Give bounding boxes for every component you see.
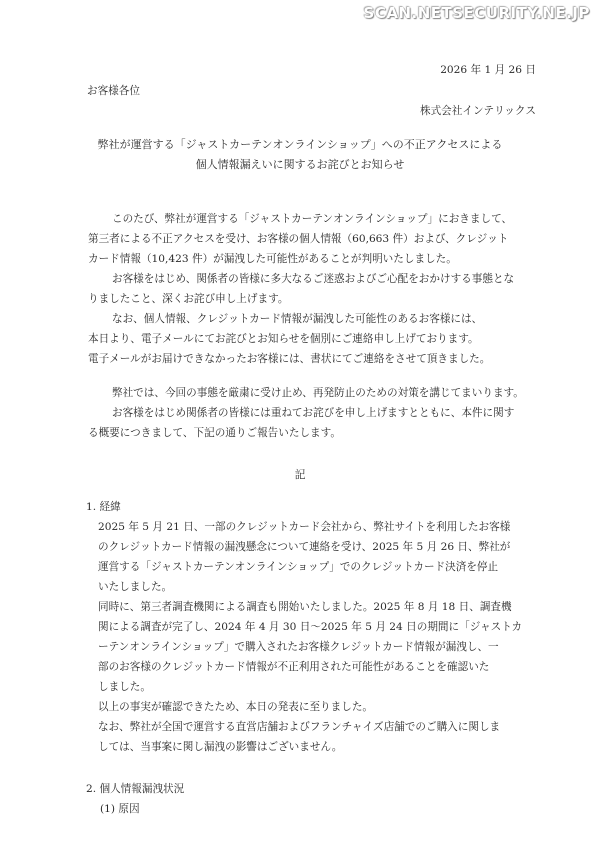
document-title-line-2: 個人情報漏えいに関するお詫びとお知らせ [195,158,405,171]
intro-line: 第三者による不正アクセスを受け、お客様の個人情報（60,663 件）および、クレジット [88,233,509,245]
section-1-line: 2025 年 5 月 21 日、一部のクレジットカード会社から、弊社サイトを利用したお客様 [98,521,511,533]
section-1-line: なお、弊社が全国で運営する直営店舗およびフランチャイズ店舗でのご購入に関しま [98,721,501,733]
section-1-line: 部のお客様のクレジットカード情報が不正利用された可能性があることを確認いた [98,661,490,673]
section-2-heading: 2. 個人情報漏洩状況 [86,783,185,795]
section-1-line: ーテンオンラインショップ」で購入されたお客様クレジットカード情報が漏洩し、一 [98,641,499,653]
source-watermark: SCAN.NETSECURITY.NE.JP [363,4,590,22]
section-1-line: 関による調査が完了し、2024 年 4 月 30 日～2025 年 5 月 24 日の期間に「ジャストカ [98,621,523,633]
section-1-line: しました。 [98,681,151,693]
section-1-line: しては、当事案に関し漏洩の影響はございません。 [98,741,343,753]
intro-line: 電子メールがお届けできなかったお客様には、書状にてご連絡をさせて頂きました。 [88,353,491,365]
intro-line: なお、個人情報、クレジットカード情報が漏洩した可能性のあるお客様には、 [112,313,483,325]
section-1-line: 運営する「ジャストカーテンオンラインショップ」でのクレジットカード決済を停止 [98,561,499,573]
intro-line: カード情報（10,423 件）が漏洩した可能性があることが判明いたしました。 [88,253,457,265]
document-date: 2026 年 1 月 26 日 [440,64,536,76]
intro-line: このたび、弊社が運営する「ジャストカーテンオンラインショップ」におきまして、 [112,213,513,225]
section-1-line: のクレジットカード情報の漏洩懸念について連絡を受け、2025 年 5 月 26 日、弊社が [98,541,511,553]
addressee: お客様各位 [87,85,140,97]
section-1-line: 以上の事実が確認できたため、本日の発表に至りました。 [98,701,374,713]
section-1-line: いたしました。 [98,581,173,593]
section-1-heading: 1. 経緯 [86,501,121,513]
section-1-line: 同時に、第三者調査機関による調査も開始いたしました。2025 年 8 月 18 日、調査機 [98,601,512,613]
intro-line: お客様をはじめ、関係者の皆様に多大なるご迷惑およびご心配をおかけする事態とな [112,273,515,285]
section-2-subheading-cause: (1) 原因 [100,803,140,815]
intro-line: 本日より、電子メールにてお詫びとお知らせを個別にご連絡申し上げております。 [88,333,479,345]
intro-line: りましたこと、深くお詫び申し上げます。 [88,293,289,305]
intro-line: る概要につきまして、下記の通りご報告いたします。 [88,427,341,439]
company-name: 株式会社インテリックス [419,105,536,117]
intro-line: 弊社では、今回の事態を厳粛に受け止め、再発防止のための対策を講じてまいります。 [112,387,524,399]
intro-line: お客様をはじめ関係者の皆様には重ねてお詫びを申し上げますとともに、本件に関す [112,407,515,419]
ki-marker: 記 [294,469,306,481]
document-title-line-1: 弊社が運営する「ジャストカーテンオンラインショップ」への不正アクセスによる [97,138,503,151]
